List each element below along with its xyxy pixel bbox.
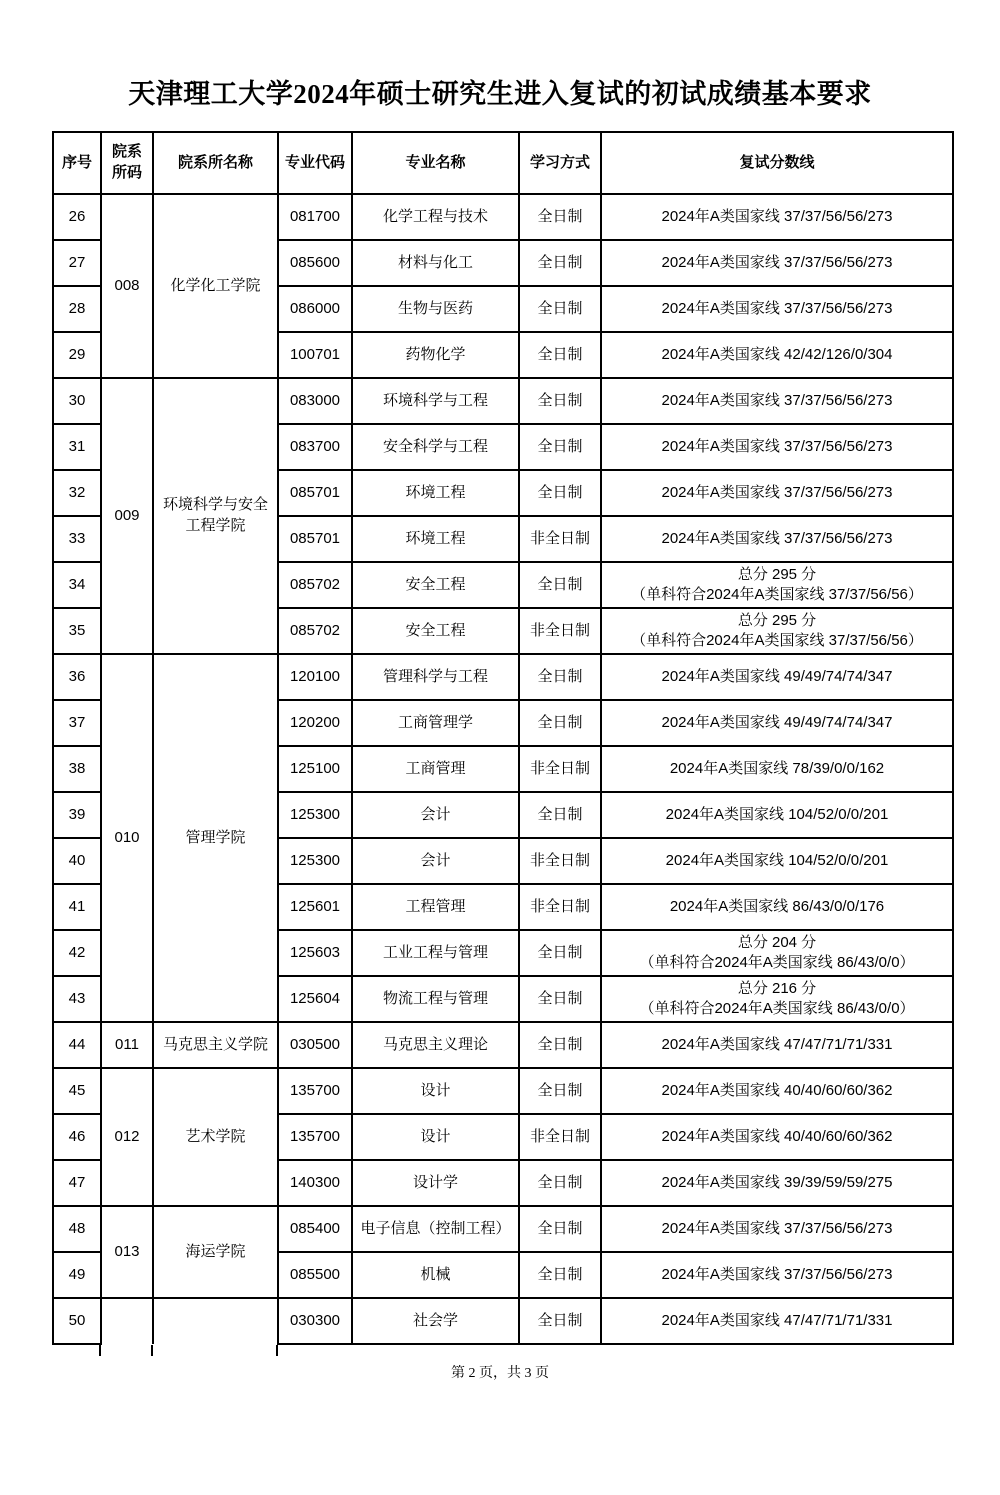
- major-code-cell: 085701: [278, 516, 352, 562]
- major-code-cell: 125300: [278, 838, 352, 884]
- seq-cell: 41: [53, 884, 101, 930]
- major-name-cell: 工程管理: [352, 884, 519, 930]
- col-header-score-line: 复试分数线: [601, 132, 953, 194]
- study-mode-cell: 全日制: [519, 240, 601, 286]
- header-row: [53, 132, 953, 194]
- study-mode-cell: 全日制: [519, 1298, 601, 1344]
- major-code-cell: 120200: [278, 700, 352, 746]
- col-header-dept-code: [101, 132, 153, 194]
- seq-cell: 26: [53, 194, 101, 240]
- score-cell: [601, 608, 953, 654]
- study-mode-cell: 全日制: [519, 332, 601, 378]
- seq-cell: 32: [53, 470, 101, 516]
- major-name-cell: 管理科学与工程: [352, 654, 519, 700]
- study-mode-cell: 全日制: [519, 1068, 601, 1114]
- major-name-cell: 设计: [352, 1114, 519, 1160]
- col-header-seq: 序号: [53, 132, 101, 194]
- major-code-cell: 135700: [278, 1068, 352, 1114]
- study-mode-cell: 全日制: [519, 424, 601, 470]
- score-cell: 2024年A类国家线 78/39/0/0/162: [601, 746, 953, 792]
- dept-code-cell: 013: [101, 1206, 153, 1298]
- seq-cell: 45: [53, 1068, 101, 1114]
- page-break-border-extension: [151, 1345, 153, 1356]
- study-mode-cell: 非全日制: [519, 608, 601, 654]
- col-header-study-mode: 学习方式: [519, 132, 601, 194]
- seq-cell: 49: [53, 1252, 101, 1298]
- table-row: [53, 1022, 953, 1068]
- major-name-cell: 材料与化工: [352, 240, 519, 286]
- study-mode-cell: 非全日制: [519, 516, 601, 562]
- score-total-line: 总分 216 分: [737, 980, 817, 998]
- major-code-cell: 086000: [278, 286, 352, 332]
- table-row: [53, 378, 953, 424]
- seq-cell: 31: [53, 424, 101, 470]
- major-name-cell: 设计: [352, 1068, 519, 1114]
- major-code-cell: 125604: [278, 976, 352, 1022]
- score-cell: 2024年A类国家线 86/43/0/0/176: [601, 884, 953, 930]
- score-total-line: 总分 204 分: [737, 934, 817, 952]
- score-cell: 2024年A类国家线 37/37/56/56/273: [601, 1206, 953, 1252]
- score-table-container: [52, 131, 952, 1345]
- seq-cell: 34: [53, 562, 101, 608]
- major-code-cell: 085400: [278, 1206, 352, 1252]
- major-name-cell: 社会学: [352, 1298, 519, 1344]
- major-name-cell: 生物与医药: [352, 286, 519, 332]
- major-code-cell: 085702: [278, 608, 352, 654]
- col-header-major-code: 专业代码: [278, 132, 352, 194]
- score-cell: 2024年A类国家线 104/52/0/0/201: [601, 838, 953, 884]
- seq-cell: 48: [53, 1206, 101, 1252]
- major-code-cell: 135700: [278, 1114, 352, 1160]
- page-footer: 第 2 页，共 3 页: [451, 1365, 549, 1381]
- major-name-cell: 工业工程与管理: [352, 930, 519, 976]
- page-break-border-extension: [276, 1345, 278, 1356]
- col-header-dept-code-line2: 所码: [111, 163, 142, 181]
- study-mode-cell: 全日制: [519, 470, 601, 516]
- major-name-cell: 环境工程: [352, 516, 519, 562]
- study-mode-cell: 全日制: [519, 1160, 601, 1206]
- major-name-cell: 化学工程与技术: [352, 194, 519, 240]
- major-code-cell: 083700: [278, 424, 352, 470]
- seq-cell: 40: [53, 838, 101, 884]
- score-cell: 2024年A类国家线 47/47/71/71/331: [601, 1298, 953, 1344]
- study-mode-cell: 非全日制: [519, 838, 601, 884]
- score-cell: 2024年A类国家线 104/52/0/0/201: [601, 792, 953, 838]
- col-header-dept-code-line1: 院系: [111, 143, 142, 161]
- study-mode-cell: 全日制: [519, 1252, 601, 1298]
- seq-cell: 33: [53, 516, 101, 562]
- major-code-cell: 125100: [278, 746, 352, 792]
- study-mode-cell: 全日制: [519, 1206, 601, 1252]
- major-name-cell: 安全工程: [352, 562, 519, 608]
- study-mode-cell: 全日制: [519, 700, 601, 746]
- score-note-line: （单科符合2024年A类国家线 37/37/56/56）: [631, 585, 923, 603]
- major-name-cell: 药物化学: [352, 332, 519, 378]
- score-cell: 2024年A类国家线 37/37/56/56/273: [601, 516, 953, 562]
- score-cell: 2024年A类国家线 39/39/59/59/275: [601, 1160, 953, 1206]
- study-mode-cell: 全日制: [519, 976, 601, 1022]
- score-cell: 2024年A类国家线 42/42/126/0/304: [601, 332, 953, 378]
- study-mode-cell: 全日制: [519, 286, 601, 332]
- study-mode-cell: 非全日制: [519, 1114, 601, 1160]
- study-mode-cell: 全日制: [519, 562, 601, 608]
- col-header-dept-name: 院系所名称: [153, 132, 278, 194]
- score-total-line: 总分 295 分: [737, 566, 817, 584]
- table-row: [53, 194, 953, 240]
- score-cell: 2024年A类国家线 49/49/74/74/347: [601, 700, 953, 746]
- major-name-cell: 工商管理: [352, 746, 519, 792]
- dept-name-cell: [153, 1298, 278, 1344]
- table-row: [53, 1298, 953, 1344]
- major-name-cell: 机械: [352, 1252, 519, 1298]
- major-name-cell: 环境科学与工程: [352, 378, 519, 424]
- study-mode-cell: 全日制: [519, 654, 601, 700]
- major-code-cell: 100701: [278, 332, 352, 378]
- table-row: [53, 1068, 953, 1114]
- score-note-line: （单科符合2024年A类国家线 37/37/56/56）: [631, 631, 923, 649]
- dept-name-cell: 艺术学院: [153, 1068, 278, 1206]
- major-name-cell: 安全科学与工程: [352, 424, 519, 470]
- dept-code-cell: 010: [101, 654, 153, 1022]
- major-name-cell: 会计: [352, 792, 519, 838]
- seq-cell: 29: [53, 332, 101, 378]
- major-name-cell: 安全工程: [352, 608, 519, 654]
- study-mode-cell: 非全日制: [519, 884, 601, 930]
- score-cell: [601, 930, 953, 976]
- major-code-cell: 120100: [278, 654, 352, 700]
- major-name-cell: 马克思主义理论: [352, 1022, 519, 1068]
- major-code-cell: 030500: [278, 1022, 352, 1068]
- study-mode-cell: 全日制: [519, 930, 601, 976]
- seq-cell: 37: [53, 700, 101, 746]
- seq-cell: 50: [53, 1298, 101, 1344]
- major-code-cell: 085702: [278, 562, 352, 608]
- major-name-cell: 物流工程与管理: [352, 976, 519, 1022]
- seq-cell: 47: [53, 1160, 101, 1206]
- major-name-cell: 设计学: [352, 1160, 519, 1206]
- score-cell: 2024年A类国家线 37/37/56/56/273: [601, 470, 953, 516]
- dept-code-cell: 011: [101, 1022, 153, 1068]
- score-cell: 2024年A类国家线 37/37/56/56/273: [601, 1252, 953, 1298]
- major-code-cell: 085500: [278, 1252, 352, 1298]
- score-total-line: 总分 295 分: [737, 612, 817, 630]
- dept-name-cell: 海运学院: [153, 1206, 278, 1298]
- major-name-cell: 工商管理学: [352, 700, 519, 746]
- score-cell: 2024年A类国家线 40/40/60/60/362: [601, 1068, 953, 1114]
- major-name-cell: 电子信息（控制工程）: [352, 1206, 519, 1252]
- table-row: [53, 1206, 953, 1252]
- dept-name-cell: 管理学院: [153, 654, 278, 1022]
- score-note-line: （单科符合2024年A类国家线 86/43/0/0）: [639, 999, 915, 1017]
- col-header-major-name: 专业名称: [352, 132, 519, 194]
- page-title: 天津理工大学2024年硕士研究生进入复试的初试成绩基本要求: [128, 79, 872, 109]
- score-cell: 2024年A类国家线 40/40/60/60/362: [601, 1114, 953, 1160]
- score-cell: 2024年A类国家线 37/37/56/56/273: [601, 378, 953, 424]
- dept-name-cell: 化学化工学院: [153, 194, 278, 378]
- score-table: [52, 131, 954, 1345]
- seq-cell: 44: [53, 1022, 101, 1068]
- seq-cell: 35: [53, 608, 101, 654]
- score-cell: [601, 562, 953, 608]
- major-code-cell: 081700: [278, 194, 352, 240]
- dept-code-cell: 012: [101, 1068, 153, 1206]
- dept-code-cell: 009: [101, 378, 153, 654]
- major-code-cell: 125300: [278, 792, 352, 838]
- dept-code-cell: [101, 1298, 153, 1344]
- score-cell: 2024年A类国家线 37/37/56/56/273: [601, 286, 953, 332]
- page-break-border-extension: [99, 1345, 101, 1356]
- seq-cell: 39: [53, 792, 101, 838]
- score-cell: 2024年A类国家线 37/37/56/56/273: [601, 424, 953, 470]
- score-cell: 2024年A类国家线 37/37/56/56/273: [601, 240, 953, 286]
- score-cell: [601, 976, 953, 1022]
- dept-name-cell: 马克思主义学院: [153, 1022, 278, 1068]
- seq-cell: 27: [53, 240, 101, 286]
- study-mode-cell: 全日制: [519, 194, 601, 240]
- study-mode-cell: 非全日制: [519, 746, 601, 792]
- seq-cell: 38: [53, 746, 101, 792]
- major-code-cell: 125603: [278, 930, 352, 976]
- score-note-line: （单科符合2024年A类国家线 86/43/0/0）: [639, 953, 915, 971]
- major-name-cell: 环境工程: [352, 470, 519, 516]
- seq-cell: 36: [53, 654, 101, 700]
- dept-code-cell: 008: [101, 194, 153, 378]
- seq-cell: 43: [53, 976, 101, 1022]
- seq-cell: 28: [53, 286, 101, 332]
- study-mode-cell: 全日制: [519, 378, 601, 424]
- score-cell: 2024年A类国家线 47/47/71/71/331: [601, 1022, 953, 1068]
- major-code-cell: 030300: [278, 1298, 352, 1344]
- seq-cell: 42: [53, 930, 101, 976]
- major-code-cell: 083000: [278, 378, 352, 424]
- study-mode-cell: 全日制: [519, 1022, 601, 1068]
- major-code-cell: 085600: [278, 240, 352, 286]
- seq-cell: 30: [53, 378, 101, 424]
- score-cell: 2024年A类国家线 49/49/74/74/347: [601, 654, 953, 700]
- major-name-cell: 会计: [352, 838, 519, 884]
- major-code-cell: 125601: [278, 884, 352, 930]
- table-row: [53, 654, 953, 700]
- major-code-cell: 085701: [278, 470, 352, 516]
- study-mode-cell: 全日制: [519, 792, 601, 838]
- dept-name-cell: 环境科学与安全工程学院: [153, 378, 278, 654]
- major-code-cell: 140300: [278, 1160, 352, 1206]
- seq-cell: 46: [53, 1114, 101, 1160]
- score-cell: 2024年A类国家线 37/37/56/56/273: [601, 194, 953, 240]
